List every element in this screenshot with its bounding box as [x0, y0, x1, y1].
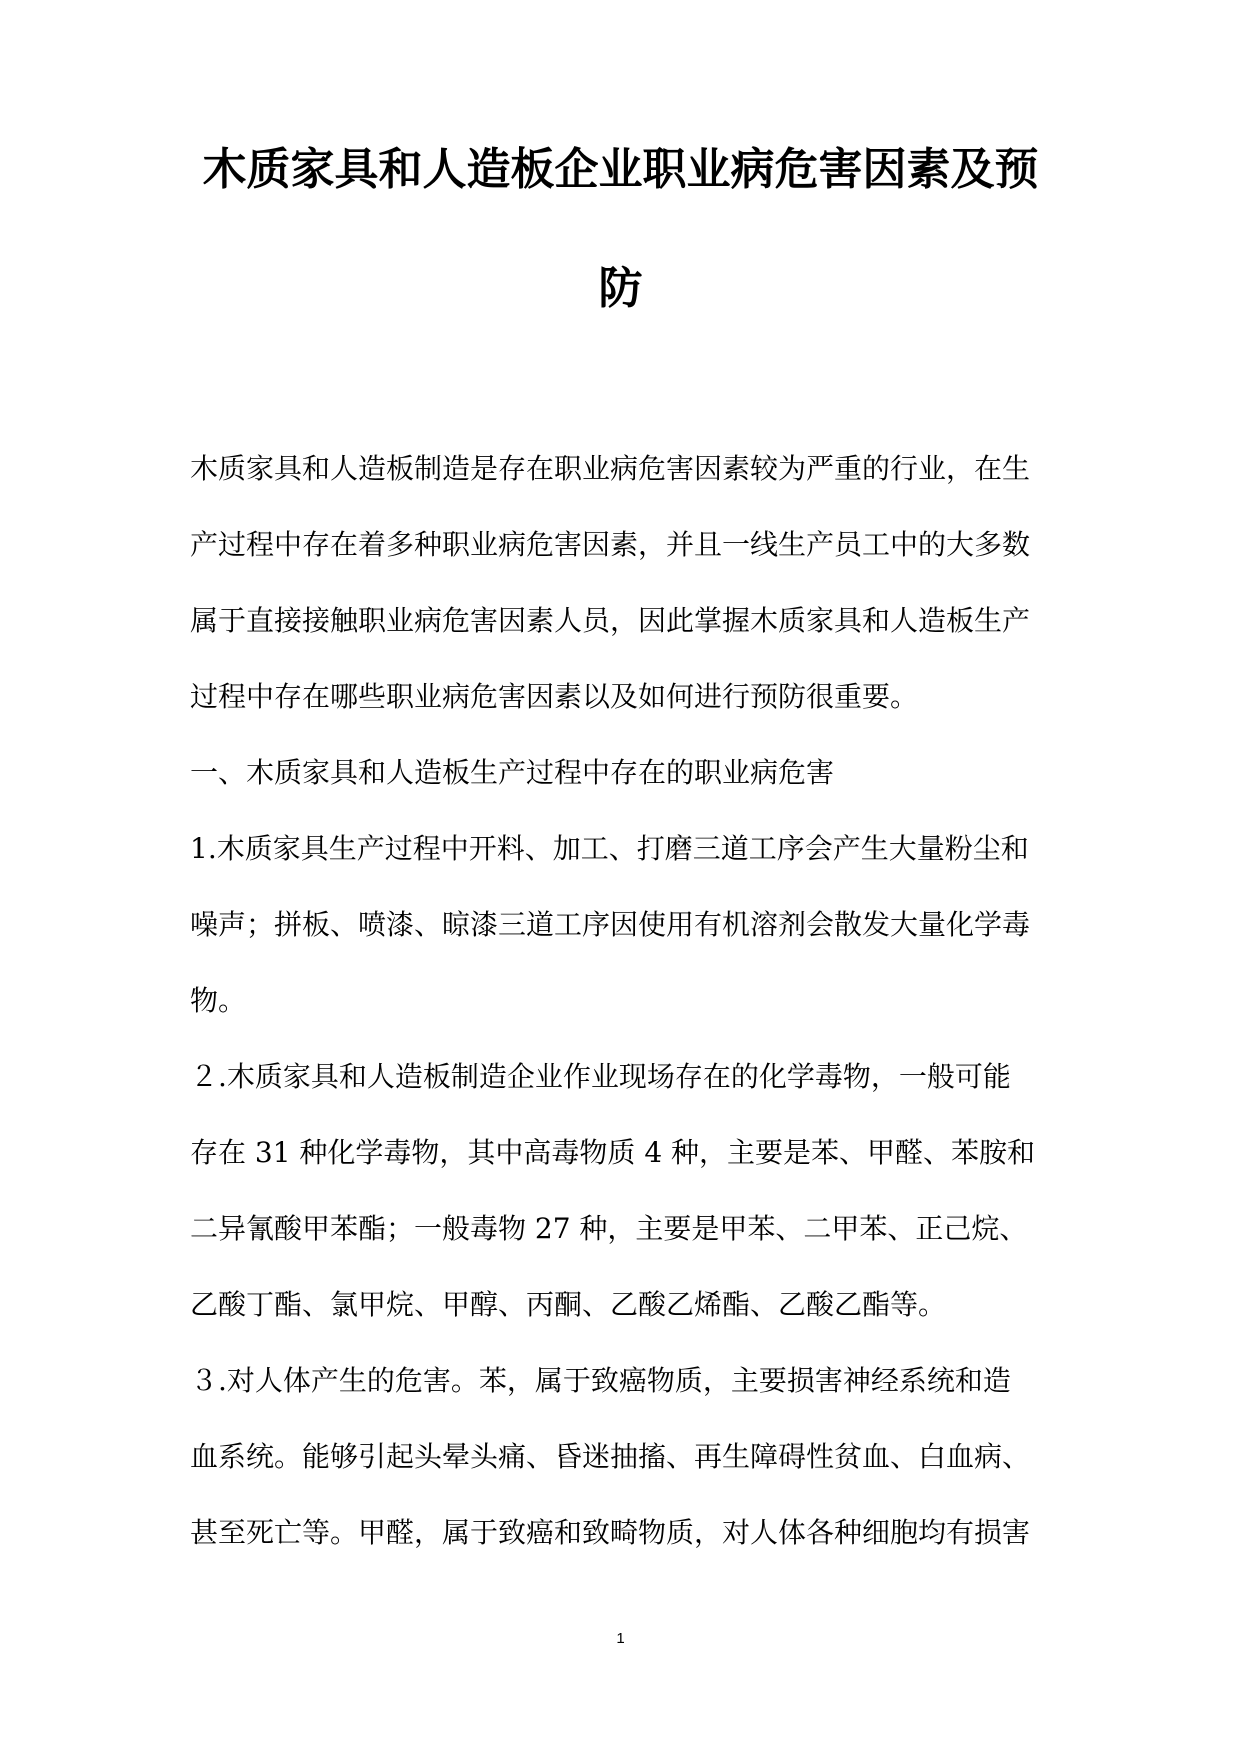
body-line: ３.对人体产生的危害。苯，属于致癌物质，主要损害神经系统和造 [190, 1364, 1011, 1397]
page-number: 1 [616, 1630, 625, 1647]
body-line: 属于直接接触职业病危害因素人员，因此掌握木质家具和人造板生产 [190, 604, 1031, 637]
body-line: 甚至死亡等。甲醛，属于致癌和致畸物质，对人体各种细胞均有损害 [190, 1516, 1031, 1549]
body-line: 木质家具和人造板制造是存在职业病危害因素较为严重的行业，在生 [190, 452, 1031, 485]
body-line: 二异氰酸甲苯酯；一般毒物 27 种，主要是甲苯、二甲苯、正己烷、 [190, 1212, 1028, 1245]
body-line: 物。 [190, 984, 247, 1017]
body-line: 1.木质家具生产过程中开料、加工、打磨三道工序会产生大量粉尘和 [190, 832, 1029, 865]
body-line: 过程中存在哪些职业病危害因素以及如何进行预防很重要。 [190, 680, 919, 713]
section-heading: 一、木质家具和人造板生产过程中存在的职业病危害 [190, 756, 835, 789]
body-line: 产过程中存在着多种职业病危害因素，并且一线生产员工中的大多数 [190, 528, 1031, 561]
body-line: 噪声；拼板、喷漆、晾漆三道工序因使用有机溶剂会散发大量化学毒 [190, 908, 1031, 941]
document-title-line-2: 防 [598, 263, 643, 314]
document-title-line-1: 木质家具和人造板企业职业病危害因素及预 [202, 144, 1039, 195]
body-line: 存在 31 种化学毒物，其中高毒物质 4 种，主要是苯、甲醛、苯胺和 [190, 1136, 1036, 1169]
body-line: 血系统。能够引起头晕头痛、昏迷抽搐、再生障碍性贫血、白血病、 [190, 1440, 1031, 1473]
body-line: 乙酸丁酯、氯甲烷、甲醇、丙酮、乙酸乙烯酯、乙酸乙酯等。 [190, 1288, 947, 1321]
body-line: ２.木质家具和人造板制造企业作业现场存在的化学毒物，一般可能 [190, 1060, 1011, 1093]
